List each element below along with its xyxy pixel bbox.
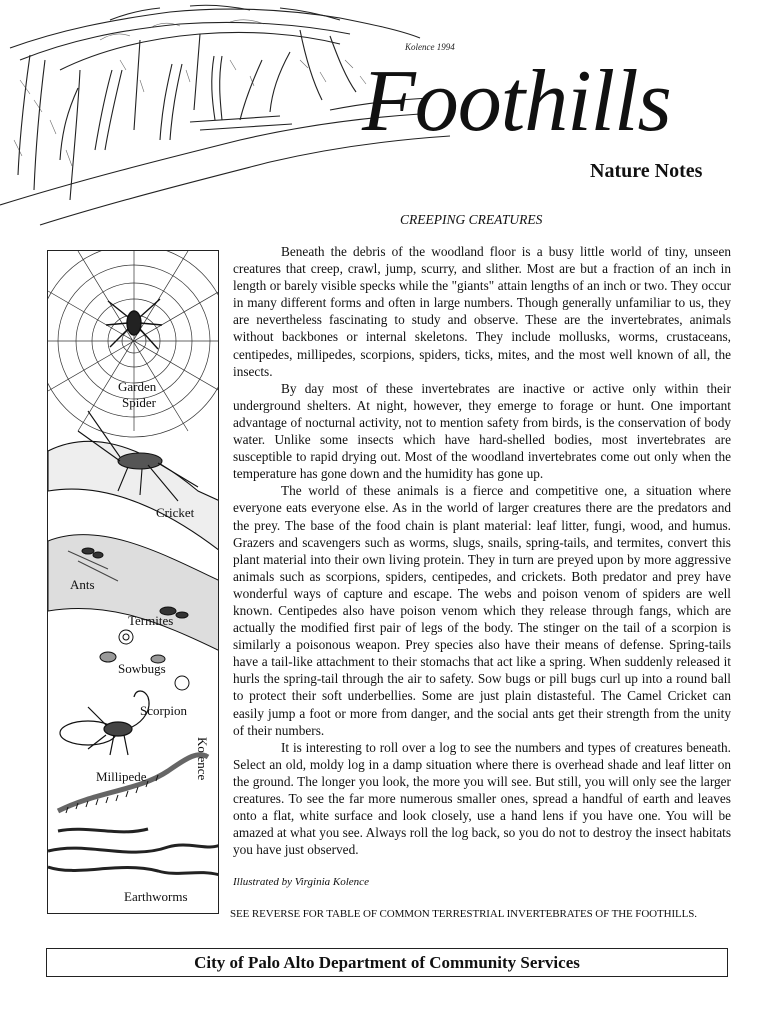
label-spider: Spider <box>122 395 156 410</box>
invertebrates-illustration <box>47 250 219 914</box>
scorpion-drawing <box>60 691 149 755</box>
article-body <box>233 243 731 858</box>
article-paragraph: It is interesting to roll over a log to see the numbers and types of creatures beneath. Select an old, moldy log in a damp situation where there is overhead shade and leaf litter on the ground. The longer you look, the more you will see. But still, you will only see the larger creatures. To see the far more numerous smaller ones, spread a handful of earth and leaves onto a flat, white surface and look closely, use a hand lens if you have one. You will be amazed at what you see. Always roll the log back, so you do not to destroy the insect habitats you have just observed. <box>233 739 731 858</box>
page-subtitle: Nature Notes <box>590 160 703 182</box>
article-paragraph: Beneath the debris of the woodland floor is a busy little world of tiny, unseen creatures that creep, crawl, jump, scurry, and slither. Most are but a fraction of an inch in length or barely visible specks while the "giants" attain lengths of an inch or two. They occur in many different forms and often in large numbers. Though generally unfamiliar to us, they are nevertheless fascinating to study and observe. These are the invertebrates, animals without backbones or internal skeletons. They include mollusks, worms, crustaceans, centipedes, millipedes, scorpions, spiders, ticks, mites, and the most well known of all, the insects. <box>233 244 731 379</box>
cricket-drawing <box>48 411 219 551</box>
label-termites: Termites <box>128 613 174 628</box>
label-ants: Ants <box>70 577 95 592</box>
section-title: CREEPING CREATURES <box>400 212 543 227</box>
label-millipede: Millipede <box>96 769 147 784</box>
label-cricket: Cricket <box>156 505 195 520</box>
reverse-note: SEE REVERSE FOR TABLE OF COMMON TERRESTRIAL INVERTEBRATES OF THE FOOTHILLS. <box>230 908 697 920</box>
article-paragraph: The world of these animals is a fierce and competitive one, a situation where everyone eats everyone else. As in the world of larger creatures there are the predators and the prey. The base of the food chain is plant material: leaf litter, fungi, wood, and humus. Grazers and scavengers such as worms, slugs, snails, spring-tails, and termites, convert this plant material into their own living protein. They in turn are preyed upon by more aggressive animals such as scorpions, spiders, centipedes, and crickets. Both predator and prey have wonderful ways of capture and escape. The webs and poison venom of spiders are well known. Centipedes also have poison venom which they release through fangs, which are actually the modified first pair of legs of the body. The stinger on the tail of a scorpion is similarly a poisonous weapon. Prey species also have their means of defense. Spring-tails have a tail-like attachment to their stomachs that act like a spring. When suddenly released it hurls the spring-tail through the air to safety. Sow bugs or pill bugs curl up into a round ball to protect their soft underbellies. Some are just plain distasteful. The Camel Cricket can easily jump a foot or more from danger, and the social ants get their strength from the unity of their numbers. <box>233 483 731 738</box>
label-earthworms: Earthworms <box>124 889 188 904</box>
sowbugs-drawing <box>100 630 189 690</box>
illustrator-credit: Illustrated by Virginia Kolence <box>233 876 369 888</box>
earthworms-drawing <box>48 829 219 875</box>
label-sowbugs: Sowbugs <box>118 661 166 676</box>
label-garden: Garden <box>118 379 157 394</box>
article-paragraph: By day most of these invertebrates are inactive or active only within their underground shelters. At night, however, they emerge to forage or hunt. One important advantage of nocturnal activity, not to mention safety from birds, is the conservation of body water. Unlike some insects which have hard-shelled bodies, most invertebrates are susceptible to rapid drying out. Most of the woodland invertebrates come out only when the temperature has gone down and the humidity has gone up. <box>233 380 731 482</box>
page-title: Foothills <box>362 53 671 150</box>
label-scorpion: Scorpion <box>140 703 187 718</box>
ants-termites-drawing <box>48 535 219 651</box>
illustration-signature: Kolence <box>195 737 210 781</box>
artist-signature: Kolence 1994 <box>405 42 455 52</box>
illustration-canvas <box>48 251 219 914</box>
footer-organization: City of Palo Alto Department of Community Services <box>46 948 728 977</box>
